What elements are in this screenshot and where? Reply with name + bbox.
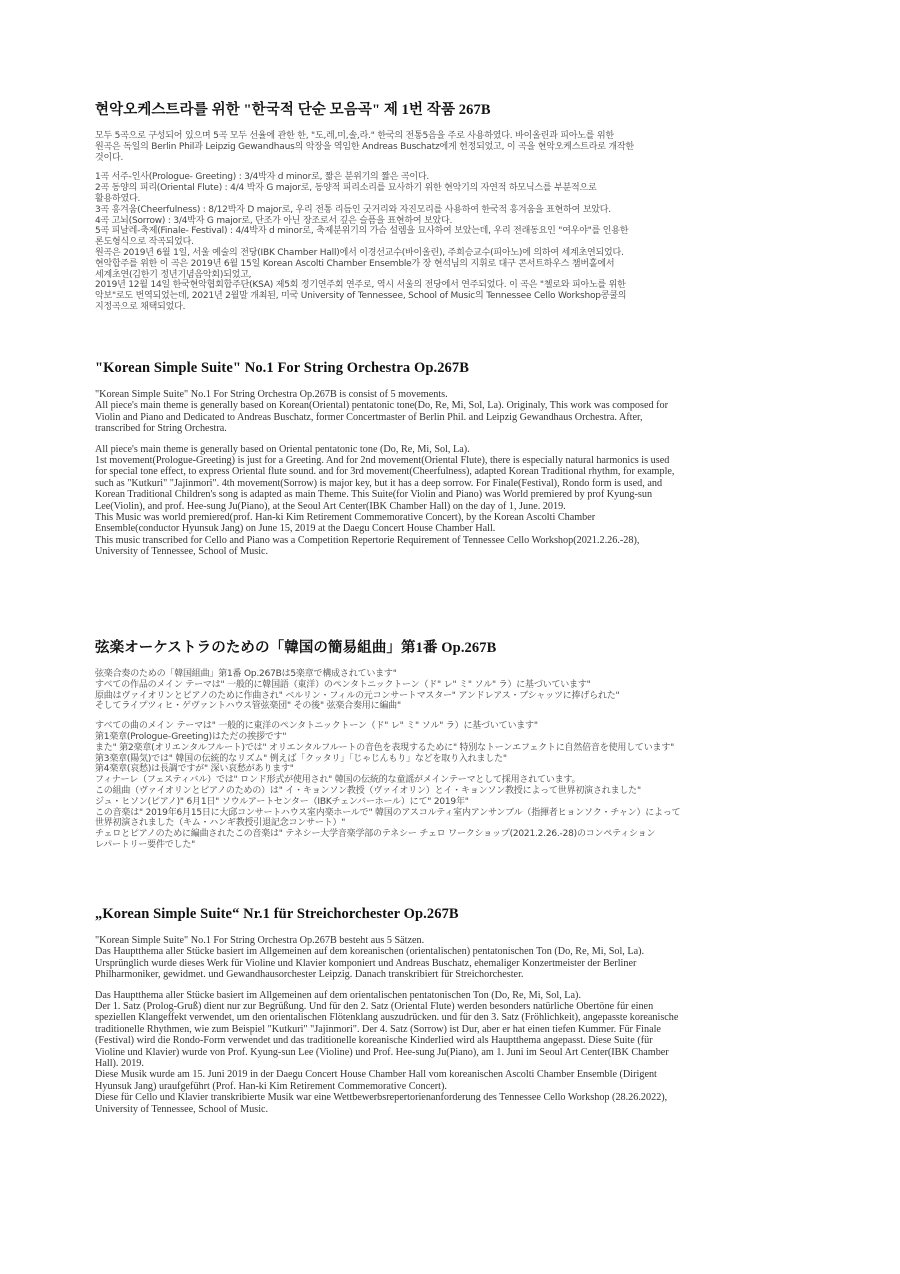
text-line: ジュ・ヒソン(ピアノ)" 6月1日" ソウルアートセンター（IBKチェンバーホール）にて" 2019年" bbox=[95, 796, 469, 807]
text-line: レパートリー要件でした" bbox=[95, 839, 196, 850]
text-line: 第1楽章(Prologue-Greeting)はただの挨拶です" bbox=[95, 731, 287, 742]
text-line: 것이다. bbox=[95, 152, 124, 163]
text-line: "Korean Simple Suite" No.1 For String Orchestra Op.267B besteht aus 5 Sätzen. bbox=[95, 935, 425, 946]
section-japanese bbox=[95, 636, 795, 860]
text-line: traditionelle Rhythmen, wie zum Beispiel "Kutkuri" "Jajinmori". Der 4. Satz (Sorrow) ist Dur, aber er hat einen tiefen Kummer. Für Finale bbox=[95, 1023, 661, 1035]
paragraph bbox=[95, 935, 795, 981]
text-line: 5곡 피날레-축제(Finale- Festival) : 4/4박자 d minor로, 축제분위기의 가슴 설렘을 묘사하여 보았는데, 우리 전래동요인 "여우야"를 인용한 bbox=[95, 226, 629, 237]
text-line: This Music was world premiered(prof. Han-ki Kim Retirement Commemorative Concert), by the Korean Ascolti Chamber bbox=[95, 512, 596, 524]
section-german bbox=[95, 906, 795, 1124]
text-line: Korean Traditional Children's song is adapted as main Theme. This Suite(for Violin and Piano) was World premiered by prof Kyung-sun bbox=[95, 489, 653, 501]
paragraph bbox=[95, 669, 795, 712]
paragraph bbox=[95, 444, 795, 558]
text-line: 원곡은 2019년 6월 1일, 서울 예술의 전당(IBK Chamber Hall)에서 이경선교수(바이올린), 주희승교수(피아노)에 의하여 세계초연되었다. bbox=[95, 247, 624, 258]
text-line: 1st movement(Prologue-Greeting) is just for a Greeting. And for 2nd movement(Oriental Flute), there is especially natural harmonics is used bbox=[95, 455, 670, 467]
text-line: Diese Musik wurde am 15. Juni 2019 in der Daegu Concert House Chamber Hall vom koreanischen Ascolti Chamber Ensemble (Dirigent bbox=[95, 1069, 657, 1081]
text-line: Philharmoniker, gewidmet. und Gewandhausorchester Leipzig. Danach transkribiert für Streichorchester. bbox=[95, 969, 524, 981]
text-line: 第3楽章(陽気)では" 韓国の伝統的なリズム" 例えば「クッタリ」「じゃじんもり」などを取り入れました" bbox=[95, 753, 507, 764]
text-line: speziellen Klangeffekt verwendet, um den orientalischen Flötenklang auszudrücken. und für den 3. Satz (Fröhlichkeit), angepasste koreanische bbox=[95, 1012, 679, 1024]
text-line: University of Tennessee, School of Music. bbox=[95, 1103, 269, 1115]
text-line: フィナーレ（フェスティバル）では" ロンド形式が使用され" 韓国の伝統的な童謡がメインテーマとして採用されています。 bbox=[95, 775, 581, 786]
paragraph bbox=[95, 131, 795, 163]
text-line: All piece's main theme is generally based on Oriental pentatonic tone (Do, Re, Mi, Sol, La). bbox=[95, 443, 470, 455]
text-line: transcribed for String Orchestra. bbox=[95, 423, 227, 435]
section-heading: 현악오케스트라를 위한 "한국적 단순 모음곡" 제 1번 작품 267B bbox=[95, 102, 491, 118]
text-line: 활용하였다. bbox=[95, 193, 141, 204]
paragraph bbox=[95, 172, 795, 312]
text-line: 2곡 동양의 피리(Oriental Flute) : 4/4 박자 G major로, 동양적 피리소리를 묘사하기 위한 현악기의 자연적 하모닉스를 부분적으로 bbox=[95, 183, 597, 194]
text-line: すべての作品のメイン テーマは" 一般的に韓国語（東洋）のペンタトニックトーン（ド" レ" ミ" ソル" ラ）に基づいています" bbox=[95, 679, 591, 690]
text-line: (Festival) wird die Rondo-Form verwendet und das traditionelle koreanische Kinderlied wird als Hauptthema angepasst. Diese Suite (für bbox=[95, 1035, 653, 1047]
text-line: 世界初演されました（キム・ハンギ教授引退記念コンサート）" bbox=[95, 818, 346, 829]
text-line: 1곡 서주-인사(Prologue- Greeting) : 3/4박자 d minor로, 짧은 분위기의 짧은 곡이다. bbox=[95, 172, 430, 183]
text-line: そしてライプツィヒ・ゲヴァントハウス管弦楽団" その後" 弦楽合奏用に編曲" bbox=[95, 701, 401, 712]
text-line: Ensemble(conductor Hyunsuk Jang) on June 15, 2019 at the Daegu Concert House Chamber Hall. bbox=[95, 523, 496, 535]
text-line: また" 第2楽章(オリエンタルフルート)では" オリエンタルフルートの音色を表現するために" 特別なトーンエフェクトに自然倍音を使用しています" bbox=[95, 742, 675, 753]
text-line: Diese für Cello und Klavier transkribierte Musik war eine Wettbewerbsrepertorienanforderung des Tennessee Cello Workshop (28.26.2022), bbox=[95, 1092, 668, 1104]
text-line: Das Hauptthema aller Stücke basiert im Allgemeinen auf dem koreanischen (orientalischen) pentatonischen Ton (Do, Re, Mi, Sol, La). bbox=[95, 946, 645, 958]
section-heading: 弦楽オーケストラのための「韓国の簡易組曲」第1番 Op.267B bbox=[95, 640, 497, 656]
text-line: 弦楽合奏のための「韓国組曲」第1番 Op.267Bは5楽章で構成されています" bbox=[95, 669, 397, 679]
text-line: Hall). 2019. bbox=[95, 1058, 144, 1070]
text-line: 2019년 12월 14일 한국현악협회합주단(KSA) 제5회 정기연주회 연주로, 역시 서울의 전당에서 연주되었다. 이 곡은 "첼로와 피아노를 위한 bbox=[95, 280, 626, 291]
paragraph bbox=[95, 389, 795, 435]
text-line: 第4楽章(哀愁)は長調ですが" 深い哀愁があります" bbox=[95, 764, 294, 775]
text-line: 원곡은 독일의 Berlin Phil과 Leipzig Gewandhaus의 악장을 역임한 Andreas Buschatz에게 헌정되었고, 이 곡을 현악오케스트라로 개작한 bbox=[95, 141, 634, 152]
text-line: 4곡 고뇌(Sorrow) : 3/4박자 G major로, 단조가 아닌 장조로서 깊은 슬픔을 표현하여 보았다. bbox=[95, 215, 453, 226]
section-english bbox=[95, 360, 795, 567]
text-line: such as "Kutkuri" "Jajinmori". 4th movement(Sorrow) is major key, but it has a deep sorrow. For Finale(Festival), Rondo form is used, and bbox=[95, 477, 663, 489]
section-heading: "Korean Simple Suite" No.1 For String Orchestra Op.267B bbox=[95, 360, 470, 376]
section-heading: „Korean Simple Suite“ Nr.1 für Streichorchester Op.267B bbox=[95, 906, 459, 922]
text-line: All piece's main theme is generally based on Korean(Oriental) pentatonic tone(Do, Re, Mi, Sol, La). Originaly, This work was composed for bbox=[95, 400, 669, 412]
text-line: すべての曲のメイン テーマは" 一般的に東洋のペンタトニックトーン（ド" レ" ミ" ソル" ラ）に基づいています" bbox=[95, 721, 538, 732]
text-line: 3곡 흥겨움(Cheerfulness) : 8/12박자 D major로, 우리 전통 리듬인 굿거리와 자진모리를 사용하여 한국적 흥겨움을 표현하여 보았다. bbox=[95, 204, 611, 215]
text-line: "Korean Simple Suite" No.1 For String Orchestra Op.267B is consist of 5 movements. bbox=[95, 389, 448, 400]
text-line: Ursprünglich wurde dieses Werk für Violine und Klavier komponiert und Andreas Buschatz, ehemaliger Konzertmeister der Berliner bbox=[95, 957, 637, 969]
text-line: Der 1. Satz (Prolog-Gruß) dient nur zur Begrüßung. Und für den 2. Satz (Oriental Flute) werden besonders natürliche Obertöne für einen bbox=[95, 1001, 654, 1013]
text-line: Lee(Violin), and prof. Hee-sung Ju(Piano), at the Seoul Art Center(IBK Chamber Hall) on the day of 1, June. 2019. bbox=[95, 500, 566, 512]
paragraph bbox=[95, 990, 795, 1115]
text-line: for special tone effect, to express Oriental flute sound. and for 3rd movement(Cheerfulness), adapted Korean Traditional rhythm, for example, bbox=[95, 466, 675, 478]
text-line: This music transcribed for Cello and Piano was a Competition Repertorie Requirement of Tennessee Cello Workshop(2021.2.26.-28), bbox=[95, 534, 640, 546]
text-line: 악보"로도 번역되었는데, 2021년 2월말 개최된, 미국 University of Tennessee, School of Music의 Tennessee Cello Workshop콩쿨의 bbox=[95, 291, 627, 302]
text-line: 론도형식으로 작곡되었다. bbox=[95, 237, 194, 248]
text-line: University of Tennessee, School of Music. bbox=[95, 546, 269, 558]
text-line: Hyunsuk Jang) uraufgeführt (Prof. Han-ki Kim Retirement Commemorative Concert). bbox=[95, 1080, 447, 1092]
text-line: 모두 5곡으로 구성되어 있으며 5곡 모두 선율에 관한 한, "도,레,미,솔,라." 한국의 전통5음을 주로 사용하였다. 바이올린과 피아노를 위한 bbox=[95, 131, 614, 141]
text-line: 지정곡으로 채택되었다. bbox=[95, 301, 186, 312]
text-line: Violine und Klavier) wurde von Prof. Kyung-sun Lee (Violine) und Prof. Hee-sung Ju(Piano), am 1. Juni im Seoul Art Center(IBK Chamber bbox=[95, 1046, 669, 1058]
text-line: 原曲はヴァイオリンとピアノのために作曲され" ベルリン・フィルの元コンサートマスター" アンドレアス・ブシャッツに捧げられた" bbox=[95, 690, 620, 701]
text-line: 세계초연(김한기 정년기념음악회)되었고, bbox=[95, 269, 252, 280]
text-line: 현악합주를 위한 이 곡은 2019년 6월 15일 Korean Ascolti Chamber Ensemble가 장 현석님의 지휘로 대구 콘서트하우스 챔버홀에서 bbox=[95, 258, 615, 269]
text-line: この組曲（ヴァイオリンとピアノのための）は" イ・キョンソン教授（ヴァイオリン）とイ・キョンソン教授によって世界初演されました" bbox=[95, 785, 641, 796]
text-line: Das Hauptthema aller Stücke basiert im Allgemeinen auf dem orientalischen pentatonischen Ton (Do, Re, Mi, Sol, La). bbox=[95, 989, 581, 1001]
text-line: Violin and Piano and Dedicated to Andreas Buschatz, former Concertmaster of Berlin Phil. and Leipzig Gewandhaus Orchestra. After, bbox=[95, 411, 643, 423]
text-line: この音楽は" 2019年6月15日に大邱コンサートハウス室内楽ホールで" 韓国のアスコルティ室内アンサンブル（指揮者ヒョンソク・チャン）によって bbox=[95, 807, 681, 818]
paragraph bbox=[95, 721, 795, 851]
section-korean bbox=[95, 98, 795, 322]
text-line: チェロとピアノのために編曲されたこの音楽は" テネシー大学音楽学部のテネシー チェロ ワークショップ(2021.2.26.-28)のコンペティション bbox=[95, 829, 656, 840]
